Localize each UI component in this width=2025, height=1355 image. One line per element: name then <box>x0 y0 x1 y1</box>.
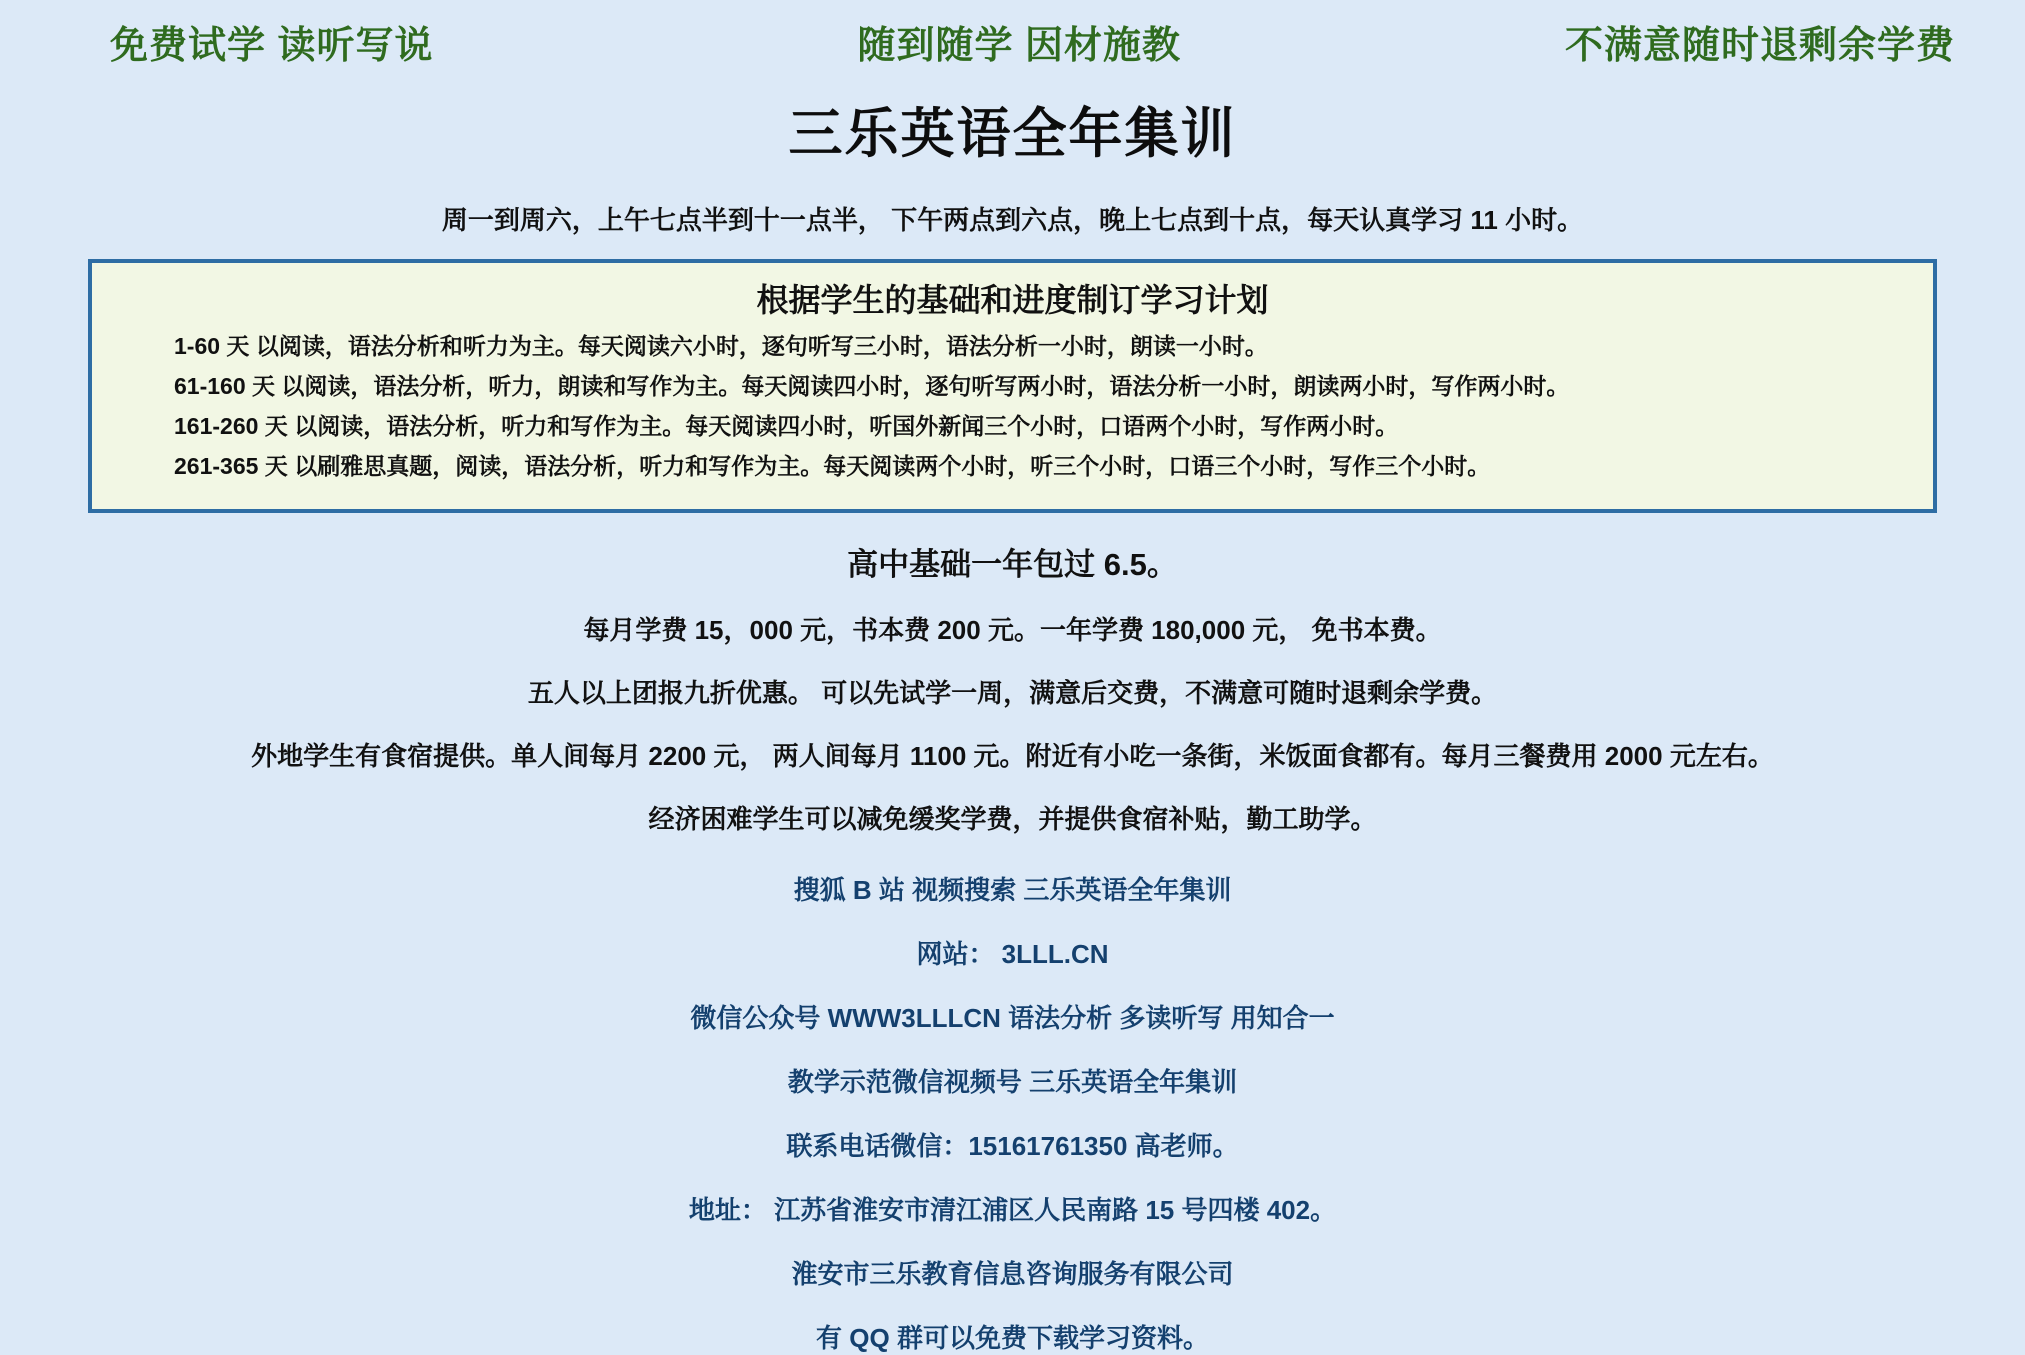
study-plan-item: 1-60 天 以阅读，语法分析和听力为主。每天阅读六小时，逐句听写三小时，语法分析一小时，朗读一小时。 <box>174 333 1268 359</box>
wechat-official-account-line: 微信公众号 WWW3LLLCN 语法分析 多读听写 用知合一 <box>690 1003 1335 1034</box>
tuition-info-line: 每月学费 15，000 元，书本费 200 元。一年学费 180,000 元， 免书本费。 <box>583 615 1442 646</box>
study-plan-item: 61-160 天 以阅读，语法分析，听力，朗读和写作为主。每天阅读四小时，逐句听写两小时，语法分析一小时，朗读两小时，写作两小时。 <box>174 373 1570 400</box>
slogan-flexible-enrollment: 随到随学 因材施教 <box>857 25 1182 67</box>
study-plan-item: 261-365 天 以刷雅思真题，阅读，语法分析，听力和写作为主。每天阅读两个小时，听三个小时，口语三个小时，写作三个小时。 <box>174 453 1491 480</box>
slogan-free-trial: 免费试学 读听写说 <box>110 25 434 67</box>
discount-info-line: 五人以上团报九折优惠。 可以先试学一周，满意后交费，不满意可随时退剩余学费。 <box>527 678 1498 709</box>
slogan-row <box>0 0 2025 69</box>
study-plan-item: 161-260 天 以阅读，语法分析，听力和写作为主。每天阅读四小时，听国外新闻三个小时，口语两个小时，写作两小时。 <box>174 413 1399 440</box>
video-channel-line: 搜狐 B 站 视频搜索 三乐英语全年集训 <box>793 875 1232 906</box>
study-plan-title: 根据学生的基础和进度制订学习计划 <box>756 282 1269 318</box>
qq-group-line: 有 QQ 群可以免费下载学习资料。 <box>816 1323 1209 1354</box>
phone-wechat-line: 联系电话微信：15161761350 高老师。 <box>786 1131 1239 1162</box>
slogan-refund: 不满意随时退剩余学费 <box>1564 25 1955 67</box>
company-name-line: 淮安市三乐教育信息咨询服务有限公司 <box>791 1259 1234 1290</box>
page-title: 三乐英语全年集训 <box>788 104 1237 164</box>
website-line[interactable]: 网站： 3LLL.CN <box>916 939 1109 970</box>
accommodation-info-line: 外地学生有食宿提供。单人间每月 2200 元， 两人间每月 1100 元。附近有小吃一条街，米饭面食都有。每月三餐费用 2000 元左右。 <box>251 741 1774 772</box>
financial-aid-line: 经济困难学生可以减免缓奖学费，并提供食宿补贴，勤工助学。 <box>648 804 1377 835</box>
wechat-video-channel-line: 教学示范微信视频号 三乐英语全年集训 <box>787 1067 1238 1098</box>
address-line: 地址： 江苏省淮安市清江浦区人民南路 15 号四楼 402。 <box>688 1195 1337 1226</box>
daily-schedule-text: 周一到周六，上午七点半到十一点半， 下午两点到六点，晚上七点到十点，每天认真学习 11 小时。 <box>441 205 1584 235</box>
study-plan-box <box>88 259 1937 513</box>
score-guarantee-text: 高中基础一年包过 6.5。 <box>847 547 1178 583</box>
